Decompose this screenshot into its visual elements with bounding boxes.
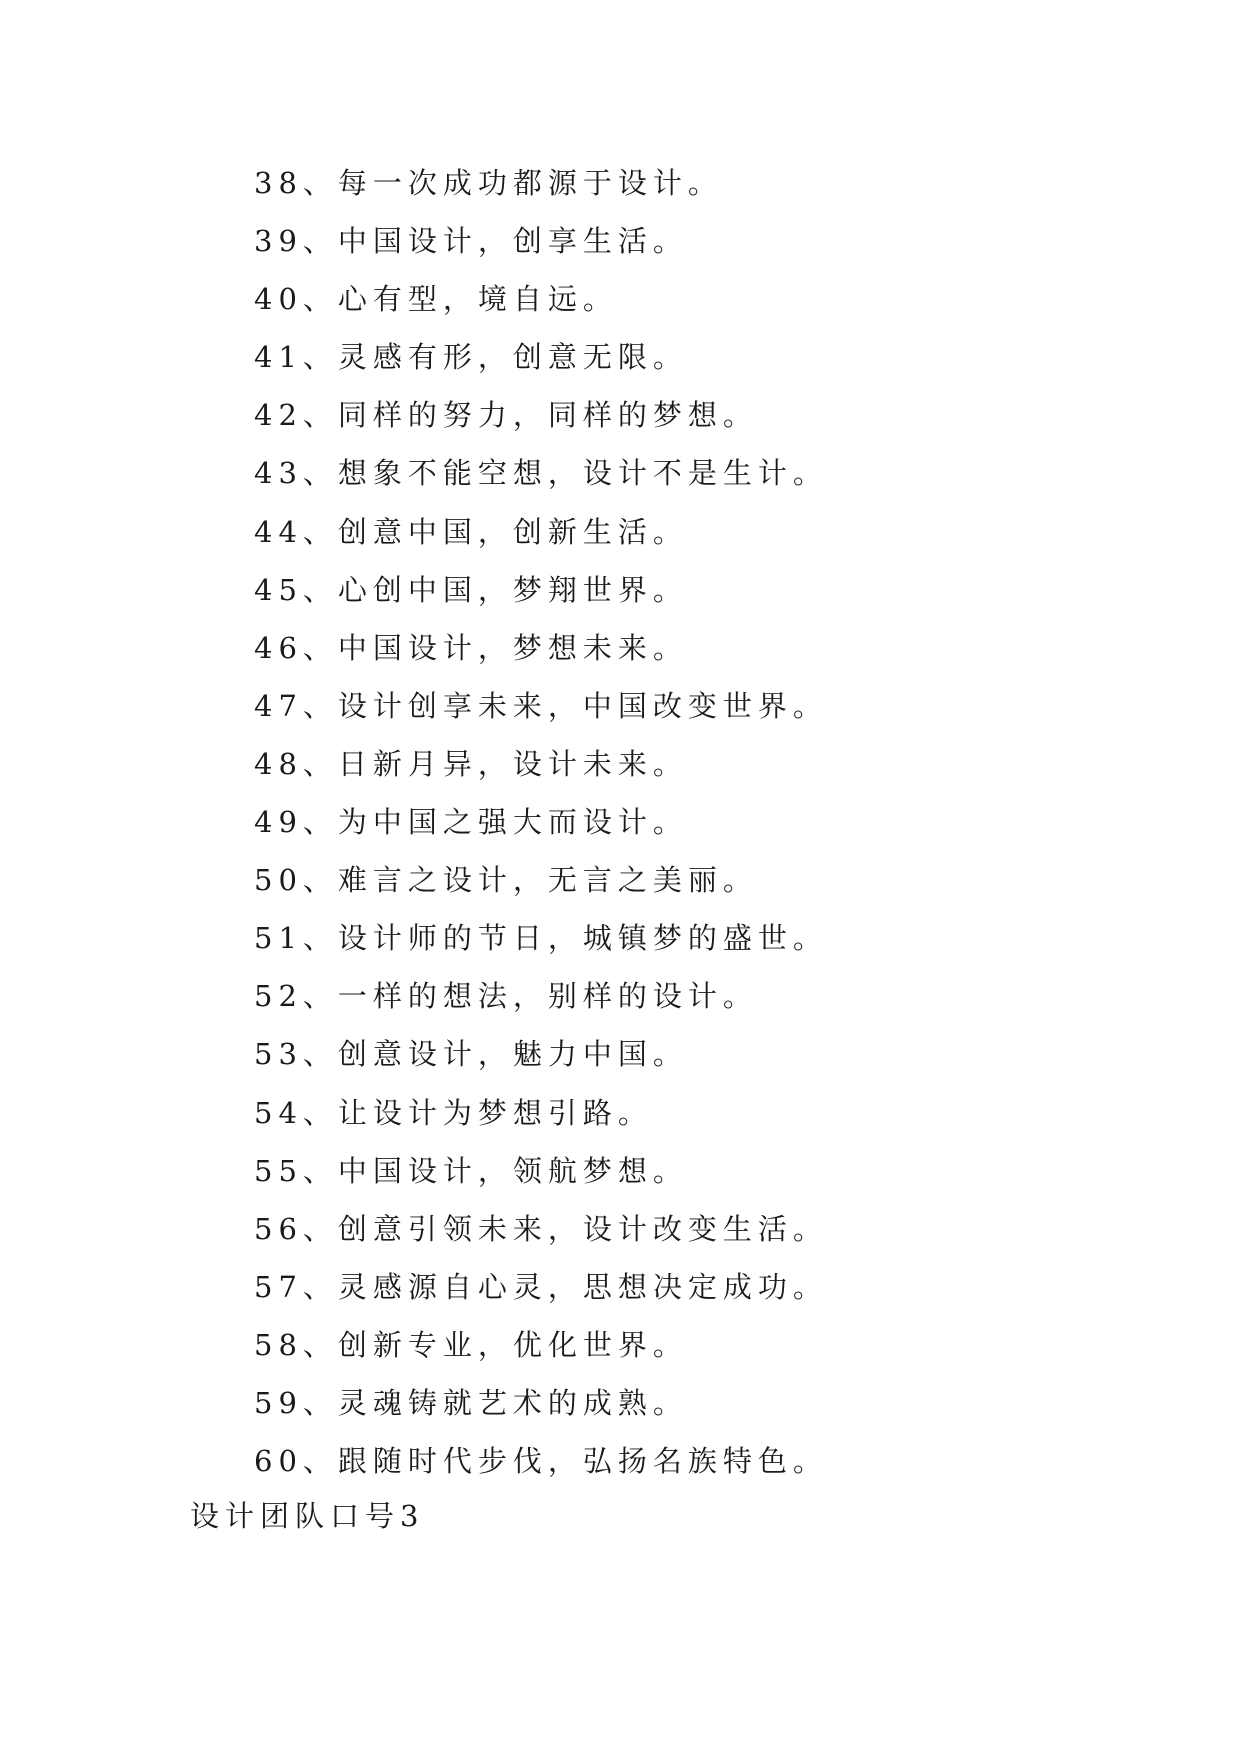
list-item: 46、中国设计，梦想未来。 <box>254 630 688 665</box>
list-item: 51、设计师的节日，城镇梦的盛世。 <box>254 921 828 956</box>
list-item: 54、让设计为梦想引路。 <box>254 1095 653 1130</box>
list-item: 44、创意中国，创新生活。 <box>254 514 688 549</box>
list-item: 49、为中国之强大而设计。 <box>254 805 688 840</box>
list-item: 38、每一次成功都源于设计。 <box>254 166 723 200</box>
list-item: 56、创意引领未来，设计改变生活。 <box>254 1211 828 1246</box>
list-item: 48、日新月异，设计未来。 <box>254 746 688 781</box>
list-item: 57、灵感源自心灵，思想决定成功。 <box>254 1269 828 1304</box>
list-item: 58、创新专业，优化世界。 <box>254 1327 688 1362</box>
list-item: 53、创意设计，魅力中国。 <box>254 1037 688 1072</box>
section-title: 设计团队口号3 <box>190 1499 425 1533</box>
list-item: 42、同样的努力，同样的梦想。 <box>254 398 758 433</box>
list-item: 40、心有型，境自远。 <box>254 282 618 317</box>
list-item: 55、中国设计，领航梦想。 <box>254 1153 688 1188</box>
list-item: 41、灵感有形，创意无限。 <box>254 340 688 375</box>
list-item: 39、中国设计，创享生活。 <box>254 224 688 259</box>
list-item: 43、想象不能空想，设计不是生计。 <box>254 456 828 491</box>
list-item: 52、一样的想法，别样的设计。 <box>254 979 758 1014</box>
list-item: 50、难言之设计，无言之美丽。 <box>254 863 758 898</box>
list-item: 59、灵魂铸就艺术的成熟。 <box>254 1385 688 1420</box>
slogan-list <box>254 162 828 1498</box>
list-item: 45、心创中国，梦翔世界。 <box>254 572 688 607</box>
list-item: 60、跟随时代步伐，弘扬名族特色。 <box>254 1444 828 1479</box>
list-item: 47、设计创享未来，中国改变世界。 <box>254 688 828 723</box>
